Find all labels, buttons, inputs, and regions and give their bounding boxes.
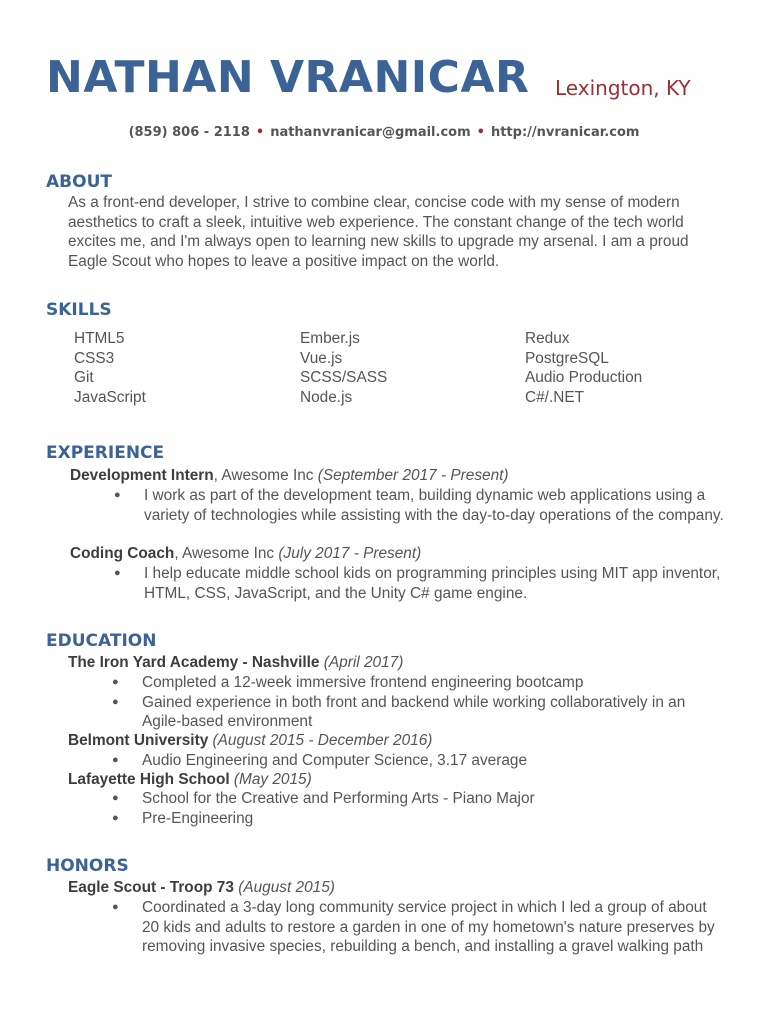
school-name: Belmont University — [68, 732, 209, 749]
skill-item: Ember.js — [300, 330, 360, 347]
job-bullets — [114, 486, 724, 525]
candidate-name: NATHAN VRANICAR — [46, 52, 530, 103]
bullet-text: Completed a 12-week immersive frontend engineering bootcamp — [142, 674, 584, 691]
skill-item: Git — [74, 369, 94, 387]
bullet-item — [112, 673, 724, 693]
school-bullets — [112, 751, 724, 771]
job-date: (September 2017 - Present) — [317, 467, 509, 484]
bullet-dot-icon: ● — [112, 901, 119, 913]
candidate-location: Lexington, KY — [555, 76, 691, 100]
phone-number: (859) 806 - 2118 — [128, 125, 250, 140]
skills-heading: SKILLS — [46, 300, 112, 320]
job-entry — [70, 544, 421, 564]
bullet-dot-icon: ● — [112, 792, 119, 804]
job-bullets — [114, 564, 724, 603]
honor-date: (August 2015) — [233, 879, 335, 896]
bullet-text: I work as part of the development team, building dynamic web applications using a variety of technologies while assisting with the day-to-day operations of the company. — [144, 487, 724, 524]
separator-dot: • — [255, 125, 265, 140]
bullet-item — [112, 693, 724, 732]
school-name: The Iron Yard Academy - Nashville — [68, 654, 320, 671]
bullet-item — [112, 751, 724, 771]
separator-dot: • — [476, 125, 485, 140]
skill-item: Node.js — [300, 388, 353, 406]
skill-item: Redux — [525, 330, 570, 347]
school-bullets — [112, 789, 724, 828]
honor-bullets — [112, 898, 724, 957]
school-date: (April 2017) — [319, 654, 404, 671]
school-entry — [68, 653, 403, 673]
skill-item: JavaScript — [74, 388, 146, 406]
contact-line — [0, 125, 768, 140]
skill-item: C#/.NET — [525, 388, 585, 406]
about-text: As a front-end developer, I strive to combine clear, concise code with my sense of modern aesthetics to craft a sleek, intuitive web experience. The constant change of the tech world excites me, and I'm always open to learning new skills to upgrade my arsenal. I am a proud Eagle Scout who hopes to leave a positive impact on the world. — [68, 194, 689, 270]
bullet-item — [112, 898, 724, 957]
skill-item: PostgreSQL — [525, 349, 609, 367]
skill-item: Vue.js — [300, 349, 343, 367]
education-heading: EDUCATION — [46, 631, 157, 651]
bullet-text: I help educate middle school kids on programming principles using MIT app inventor, HTML, CSS, JavaScript, and the Unity C# game engine. — [144, 565, 721, 602]
school-entry — [68, 731, 432, 751]
bullet-text: Coordinated a 3-day long community service project in which I led a group of about 20 kids and adults to restore a garden in one of my hometown's nature preserves by removing invasive species, rebuilding a bench, and installing a gravel walking path — [142, 899, 715, 956]
bullet-dot-icon: ● — [114, 489, 121, 501]
honors-heading: HONORS — [46, 856, 129, 876]
bullet-dot-icon: ● — [112, 676, 119, 688]
bullet-text: Audio Engineering and Computer Science, 3.17 average — [142, 752, 528, 769]
job-title: Coding Coach — [70, 545, 175, 562]
experience-heading: EXPERIENCE — [46, 443, 165, 463]
email-address[interactable]: nathanvranicar@gmail.com — [270, 125, 471, 140]
website-link[interactable]: http://nvranicar.com — [490, 125, 640, 140]
bullet-dot-icon: ● — [112, 811, 119, 824]
job-date: (July 2017 - Present) — [278, 545, 422, 562]
job-org: , Awesome Inc — [213, 467, 318, 484]
skill-item: Audio Production — [525, 369, 643, 387]
bullet-item — [114, 564, 724, 603]
bullet-item — [112, 789, 724, 809]
skills-grid — [74, 329, 745, 407]
bullet-dot-icon: ● — [112, 695, 119, 708]
school-entry — [68, 770, 312, 790]
job-title: Development Intern — [70, 467, 214, 484]
school-date: (August 2015 - December 2016) — [208, 732, 433, 749]
job-entry — [70, 466, 509, 486]
bullet-dot-icon: ● — [112, 754, 119, 766]
school-date: (May 2015) — [229, 771, 312, 788]
job-org: , Awesome Inc — [174, 545, 279, 562]
skill-item: SCSS/SASS — [300, 369, 388, 387]
bullet-text: Pre-Engineering — [142, 809, 254, 827]
bullet-text: School for the Creative and Performing Arts - Piano Major — [142, 790, 535, 807]
bullet-text: Gained experience in both front and backend while working collaboratively in an Agile-based environment — [142, 693, 686, 731]
school-bullets — [112, 673, 724, 732]
about-heading: ABOUT — [46, 172, 112, 192]
bullet-dot-icon: ● — [114, 567, 121, 579]
school-name: Lafayette High School — [68, 771, 230, 788]
bullet-item — [114, 486, 724, 525]
honor-title: Eagle Scout - Troop 73 — [68, 879, 234, 896]
skill-item: CSS3 — [74, 349, 115, 367]
skill-item: HTML5 — [74, 330, 125, 347]
honor-entry — [68, 878, 335, 898]
bullet-item — [112, 809, 724, 829]
